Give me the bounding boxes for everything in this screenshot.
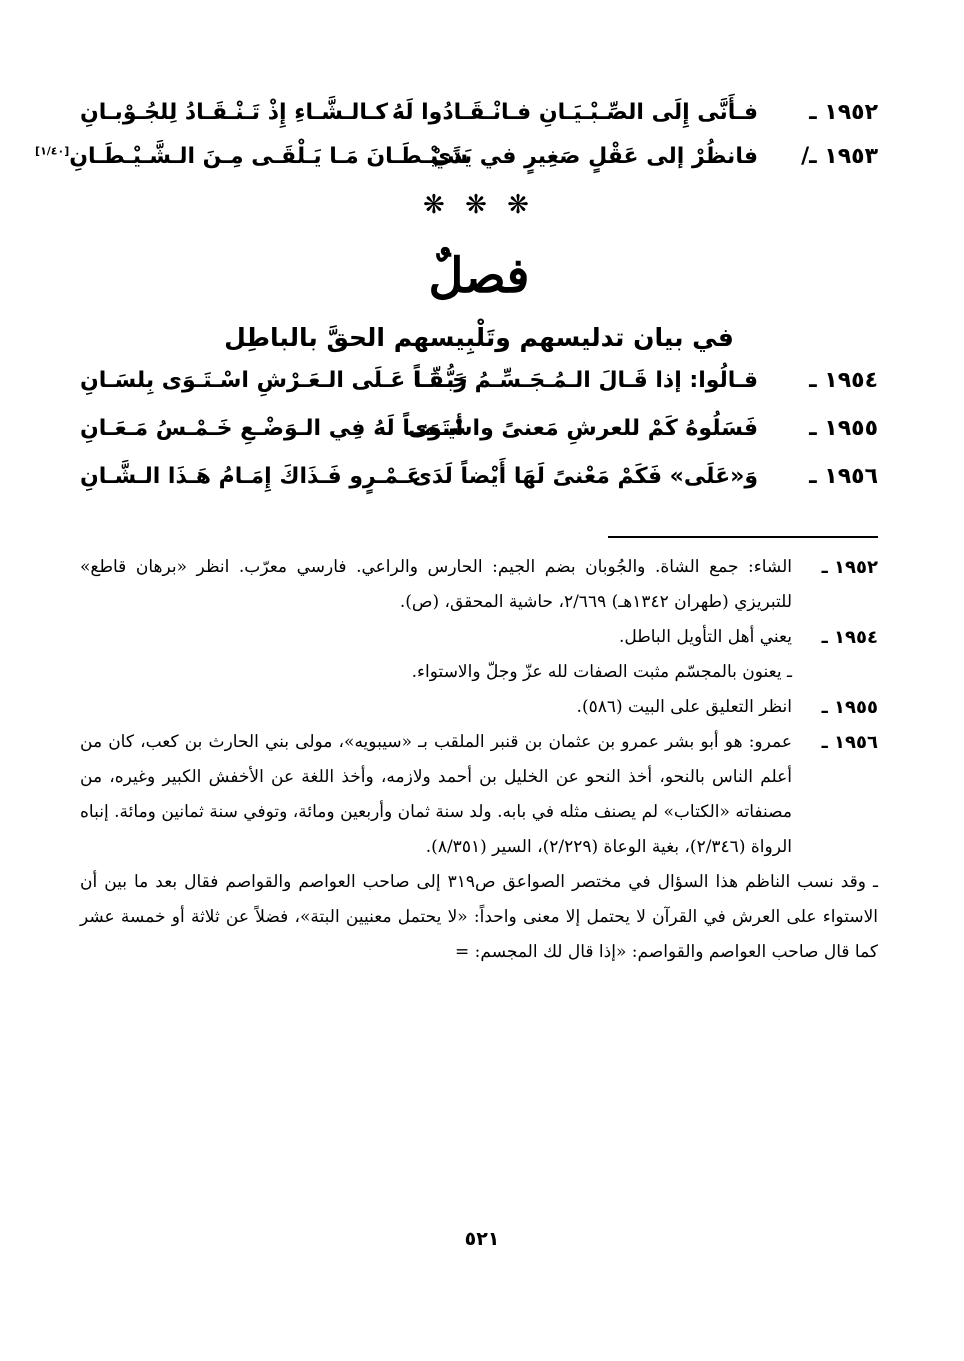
section-separator-stars: ❋ ❋ ❋ (423, 190, 535, 220)
verse-second-hemistich-text: شَـيْـطَـانَ مَـا يَـلْقَـى مِـنَ الـشَّـيْـطَـانِ (69, 144, 468, 169)
footnote-number: ١٩٥٢ ـ (821, 557, 878, 578)
verse-first-hemistich: فَسَلُوهُ كَمْ للعرشِ مَعنىً واسْتَوَى (407, 416, 758, 441)
footnote-1954 (80, 620, 878, 655)
footnote-1956 (80, 725, 878, 865)
verse-1956 (80, 464, 878, 512)
verse-second-hemistich: كـالـشَّـاءِ إِذْ تَـنْـقَـادُ لِلجُـوْبـانِ (80, 100, 388, 125)
footnote-divider (608, 536, 878, 538)
verse-1955 (80, 416, 878, 464)
verse-second-hemistich: حَـقّـاً عَـلَى الـعَـرْشِ اسْـتَـوَى بِلسَـانِ (79, 368, 468, 393)
manuscript-folio-ref: [١/٤٠] (35, 144, 70, 158)
page-number: ٥٢١ (464, 1228, 500, 1250)
section-heading-fasl: فصلٌ (428, 248, 530, 304)
footnote-number: ١٩٥٤ ـ (821, 627, 878, 648)
verse-1953 (35, 144, 878, 188)
verse-first-hemistich: وَ«عَلَى» فَكَمْ مَعْنىً لَهَا أَيْضاً لَدَى (411, 464, 758, 489)
footnote-1955 (80, 690, 878, 725)
verse-number: ١٩٥٢ ـ (809, 100, 878, 125)
verse-first-hemistich: فـأَنَّى إِلَى الصِّـبْـيَـانِ فـانْـقَـادُوا لَهُ (391, 100, 758, 125)
verse-first-hemistich: فانظُرْ إلى عَقْلٍ صَغِيرٍ في يَدَيْ (430, 144, 758, 169)
verse-second-hemistich (35, 144, 498, 169)
verse-number: ١٩٥٦ ـ (809, 464, 878, 489)
footnote-1954-continued (80, 655, 878, 690)
verse-number: ١٩٥٣ ـ/ (801, 144, 878, 169)
footnote-text: ـ يعنون بالمجسّم مثبت الصفات لله عزّ وجلّ والاستواء. (411, 662, 792, 682)
verse-number: ١٩٥٤ ـ (809, 368, 878, 393)
verses-bottom (80, 368, 878, 512)
verse-number: ١٩٥٥ ـ (809, 416, 878, 441)
footnote-1952 (80, 550, 878, 620)
verse-second-hemistich: عَـمْـرٍو فَـذَاكَ إِمَـامُ هَـذَا الـشَّـانِ (80, 464, 422, 489)
verse-1952 (80, 100, 878, 144)
footnote-text: ـ وقد نسب الناظم هذا السؤال في مختصر الصواعق ص٣١٩ إلى صاحب العواصم والقواصم فقال بعد ما بين أن الاستواء على العرش في القرآن لا يحتمل إلا معنى واحداً: «لا يحتمل معنيين البتة»، فضلاً عن ثلاثة أو خمسة عشر كما قال صاحب العواصم والقواصم: «إذا قال لك المجسم: = (80, 872, 878, 962)
footnote-number: ١٩٥٦ ـ (821, 732, 878, 753)
footnotes (80, 550, 878, 970)
verses-top (35, 100, 878, 188)
section-title: في بيان تدليسهم وتَلْبِيسهم الحقَّ بالباطِل (224, 323, 734, 352)
verse-first-hemistich: قـالُوا: إذا قَـالَ الـمُـجَـسِّـمُ رَبُّـنَـا (413, 368, 758, 393)
verse-1954 (80, 368, 878, 416)
footnote-text: يعني أهل التأويل الباطل. (618, 627, 792, 647)
verse-second-hemistich: أيـضـاً لَهُ فِي الـوَضْـعِ خَـمْـسُ مَـعَـانِ (80, 416, 464, 441)
footnote-1956-continued (80, 865, 878, 970)
page-content (35, 100, 878, 1261)
footnote-text: الشاء: جمع الشاة. والجُوبان بضم الجيم: الحارس والراعي. فارسي معرّب. انظر «برهان قاطع» للتبريزي (طهران ١٣٤٢هـ) ٢/٦٦٩، حاشية المحقق، (ص). (80, 557, 792, 612)
footnote-text: انظر التعليق على البيت (٥٨٦). (576, 697, 792, 717)
footnote-text: عمرو: هو أبو بشر عمرو بن عثمان بن قنبر الملقب بـ «سيبويه»، مولى بني الحارث بن كعب، كان من أعلم الناس بالنحو، أخذ النحو عن الخليل بن أحمد ولازمه، وأخذ اللغة عن الأخفش الكبير وغيره، من مصنفاته «الكتاب» لم يصنف مثله في بابه. ولد سنة ثمان وأربعين ومائة، وتوفي سنة ثمانين ومائة. إنباه الرواة (٢/٣٤٦)، بغية الوعاة (٢/٢٢٩)، السير (٨/٣٥١). (80, 732, 792, 857)
footnote-number: ١٩٥٥ ـ (821, 697, 878, 718)
